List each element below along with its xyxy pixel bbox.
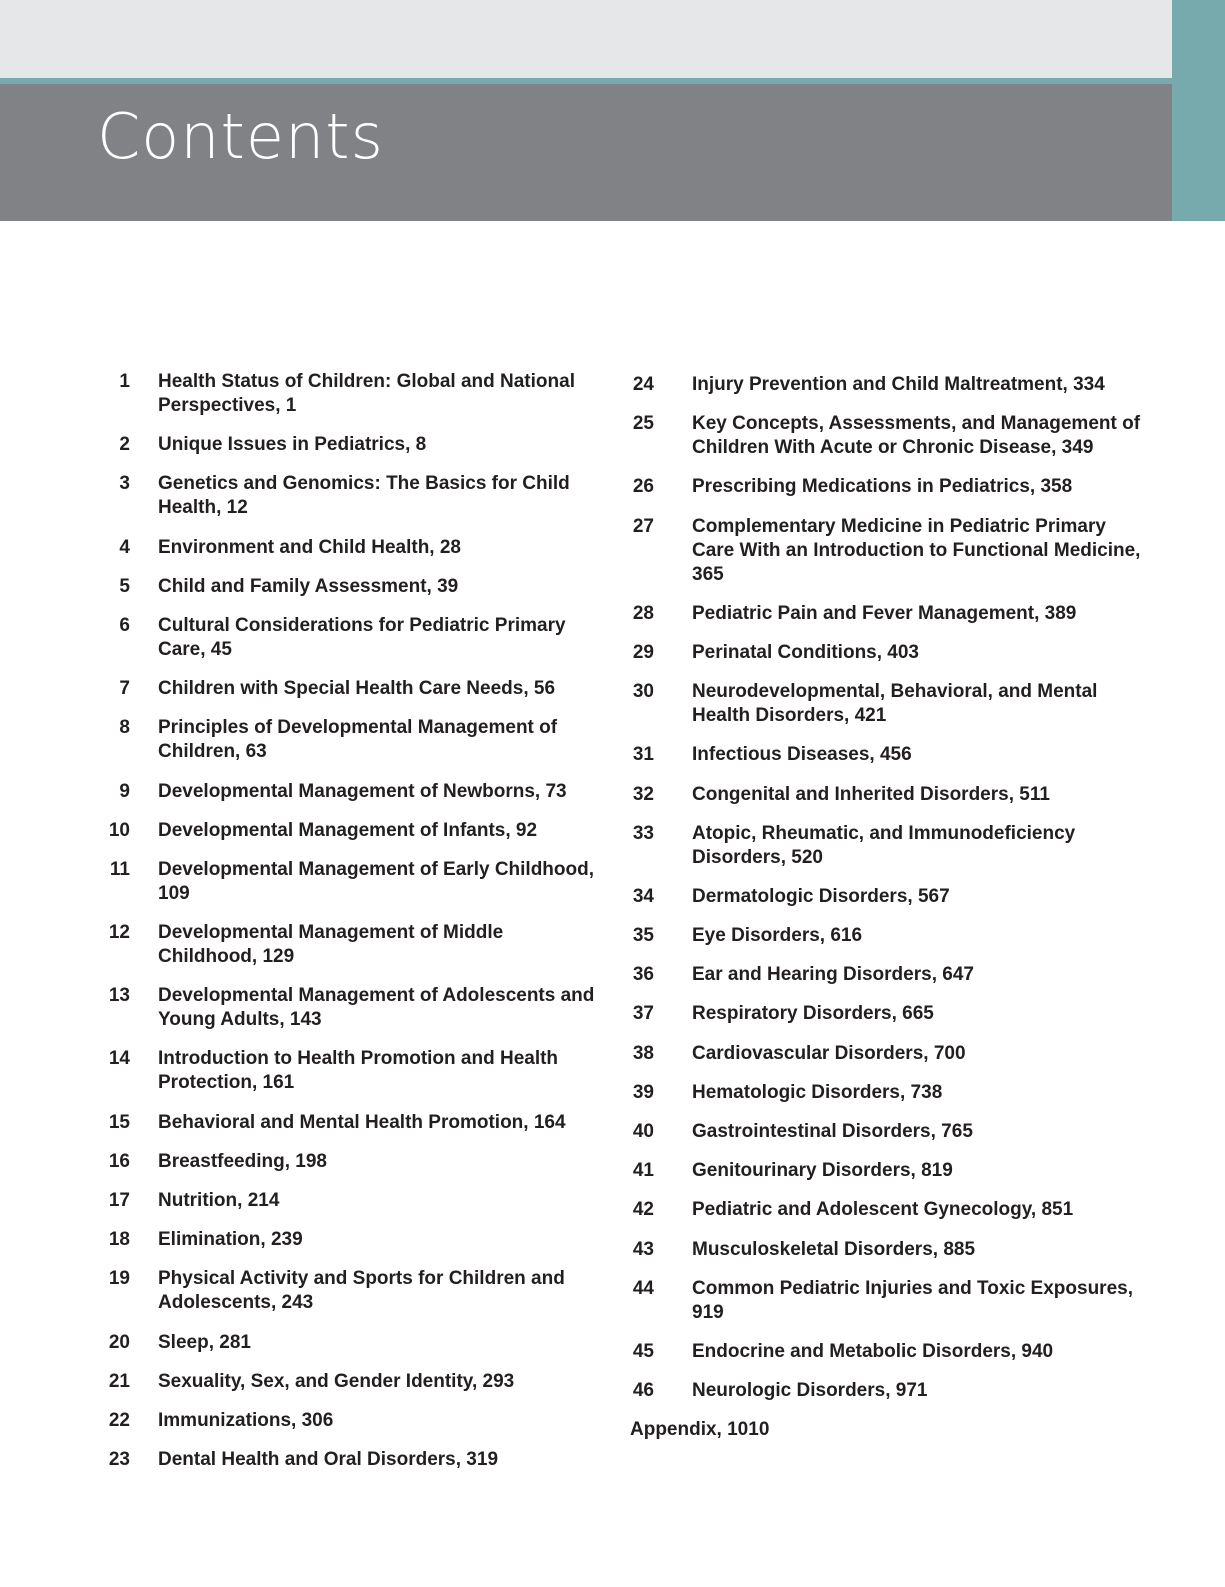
toc-entry[interactable] <box>90 575 600 599</box>
chapter-title: Sleep, 281 <box>158 1331 251 1353</box>
chapter-number: 23 <box>108 1449 130 1471</box>
chapter-title: Principles of Developmental Management of Children, 63 <box>158 717 558 763</box>
chapter-number: 43 <box>632 1238 654 1260</box>
chapter-title: Complementary Medicine in Pediatric Primary Care With an Introduction to Functional Medicine, 365 <box>692 515 1141 585</box>
chapter-title: Breastfeeding, 198 <box>158 1150 327 1172</box>
chapter-title: Neurodevelopmental, Behavioral, and Mental Health Disorders, 421 <box>692 681 1098 727</box>
chapter-title: Introduction to Health Promotion and Health Protection, 161 <box>158 1048 559 1094</box>
toc-entry[interactable] <box>626 680 1146 728</box>
chapter-title: Developmental Management of Adolescents and Young Adults, 143 <box>158 985 595 1031</box>
chapter-number: 24 <box>632 374 654 395</box>
toc-entry[interactable] <box>626 412 1146 460</box>
chapter-title: Congenital and Inherited Disorders, 511 <box>692 783 1050 805</box>
chapter-number: 32 <box>632 783 654 805</box>
toc-entry[interactable] <box>626 1277 1146 1325</box>
chapter-title: Pediatric Pain and Fever Management, 389 <box>692 602 1077 624</box>
chapter-number: 38 <box>632 1042 654 1064</box>
chapter-title: Common Pediatric Injuries and Toxic Exposures, 919 <box>692 1277 1133 1323</box>
toc-entry[interactable] <box>626 1120 1146 1144</box>
chapter-title: Developmental Management of Infants, 92 <box>158 819 538 841</box>
header-top-band <box>0 0 1172 78</box>
toc-right-column <box>626 373 1146 1442</box>
chapter-title: Genitourinary Disorders, 819 <box>692 1160 953 1182</box>
toc-entry[interactable] <box>90 780 600 804</box>
chapter-number: 15 <box>108 1111 130 1133</box>
toc-entry[interactable] <box>626 1340 1146 1364</box>
chapter-number: 14 <box>108 1048 130 1070</box>
toc-entry[interactable] <box>90 1331 600 1355</box>
chapter-number: 27 <box>632 515 654 537</box>
chapter-number: 1 <box>119 371 130 392</box>
chapter-title: Neurologic Disorders, 971 <box>692 1380 928 1402</box>
toc-entry[interactable] <box>90 677 600 701</box>
chapter-title: Environment and Child Health, 28 <box>158 536 461 558</box>
toc-entry[interactable] <box>90 716 600 764</box>
chapter-title: Nutrition, 214 <box>158 1190 280 1211</box>
chapter-title: Musculoskeletal Disorders, 885 <box>692 1238 976 1260</box>
chapter-title: Prescribing Medications in Pediatrics, 358 <box>692 476 1073 498</box>
chapter-number: 10 <box>108 819 130 841</box>
chapter-number: 45 <box>632 1340 654 1362</box>
chapter-number: 39 <box>632 1081 654 1103</box>
chapter-number: 41 <box>632 1160 654 1182</box>
chapter-number: 37 <box>632 1003 654 1025</box>
chapter-title: Respiratory Disorders, 665 <box>692 1003 934 1025</box>
toc-entry[interactable] <box>626 515 1146 587</box>
toc-entry[interactable] <box>626 1042 1146 1066</box>
toc-entry[interactable] <box>626 885 1146 909</box>
chapter-number: 34 <box>632 885 654 907</box>
chapter-number: 7 <box>119 678 130 700</box>
chapter-number: 33 <box>632 822 654 844</box>
toc-entry[interactable] <box>90 1370 600 1394</box>
chapter-number: 20 <box>108 1331 130 1353</box>
chapter-number: 30 <box>632 681 654 703</box>
chapter-title: Key Concepts, Assessments, and Management of Children With Acute or Chronic Disease, 349 <box>692 413 1141 459</box>
chapter-number: 17 <box>108 1190 130 1211</box>
chapter-title: Physical Activity and Sports for Children and Adolescents, 243 <box>158 1268 565 1314</box>
chapter-number: 46 <box>632 1380 654 1402</box>
chapter-title: Cardiovascular Disorders, 700 <box>692 1042 966 1064</box>
chapter-number: 31 <box>632 744 654 766</box>
chapter-title: Endocrine and Metabolic Disorders, 940 <box>692 1340 1054 1362</box>
chapter-title: Genetics and Genomics: The Basics for Child Health, 12 <box>158 473 570 519</box>
chapter-number: 12 <box>108 922 130 944</box>
toc-left-column <box>90 370 600 1487</box>
toc-entry[interactable] <box>90 858 600 906</box>
toc-entry[interactable] <box>90 433 600 457</box>
chapter-title: Eye Disorders, 616 <box>692 925 863 947</box>
chapter-number: 36 <box>632 964 654 986</box>
chapter-title: Dermatologic Disorders, 567 <box>692 885 950 907</box>
chapter-title: Infectious Diseases, 456 <box>692 744 912 766</box>
chapter-number: 21 <box>108 1370 130 1392</box>
chapter-title: Sexuality, Sex, and Gender Identity, 293 <box>158 1370 515 1392</box>
chapter-title: Ear and Hearing Disorders, 647 <box>692 964 974 986</box>
chapter-title: Developmental Management of Newborns, 73 <box>158 780 567 802</box>
chapter-title: Behavioral and Mental Health Promotion, 164 <box>158 1111 566 1133</box>
page-title: Contents <box>97 100 384 173</box>
toc-entry[interactable] <box>90 1111 600 1135</box>
chapter-number: 44 <box>632 1277 654 1299</box>
chapter-number: 25 <box>632 413 654 435</box>
page-edge-tab <box>1172 0 1225 221</box>
chapter-title: Perinatal Conditions, 403 <box>692 641 919 663</box>
chapter-number: 3 <box>119 473 130 495</box>
toc-entry[interactable] <box>90 1409 600 1433</box>
toc-entry[interactable] <box>626 783 1146 807</box>
chapter-number: 16 <box>108 1150 130 1172</box>
toc-entry[interactable] <box>90 370 600 418</box>
toc-entry[interactable] <box>90 921 600 969</box>
chapter-number: 18 <box>108 1229 130 1251</box>
chapter-title: Immunizations, 306 <box>158 1409 334 1431</box>
chapter-number: 4 <box>119 536 130 558</box>
toc-entry[interactable] <box>90 984 600 1032</box>
chapter-title: Cultural Considerations for Pediatric Primary Care, 45 <box>158 614 566 660</box>
chapter-number: 6 <box>119 614 130 636</box>
toc-entry[interactable] <box>90 819 600 843</box>
chapter-number: 9 <box>119 780 130 802</box>
toc-entry[interactable] <box>626 602 1146 626</box>
toc-entry[interactable] <box>626 1238 1146 1262</box>
chapter-number: 28 <box>632 602 654 624</box>
chapter-number: 5 <box>119 575 130 597</box>
toc-entry[interactable] <box>90 536 600 560</box>
toc-entry[interactable] <box>626 743 1146 767</box>
chapter-title: Developmental Management of Early Childhood, 109 <box>158 858 595 904</box>
toc-entry[interactable] <box>90 614 600 662</box>
toc-entry[interactable] <box>626 963 1146 987</box>
chapter-number: 8 <box>119 717 130 739</box>
chapter-title: Atopic, Rheumatic, and Immunodeficiency Disorders, 520 <box>692 822 1076 868</box>
chapter-number: 22 <box>108 1409 130 1431</box>
chapter-title: Elimination, 239 <box>158 1229 303 1251</box>
chapter-number: 35 <box>632 925 654 947</box>
chapter-title: Child and Family Assessment, 39 <box>158 575 459 597</box>
toc-entry[interactable] <box>626 1081 1146 1105</box>
toc-entry[interactable] <box>90 472 600 520</box>
chapter-title: Hematologic Disorders, 738 <box>692 1081 943 1103</box>
toc-entry[interactable] <box>626 1002 1146 1026</box>
chapter-title: Unique Issues in Pediatrics, 8 <box>158 434 427 456</box>
chapter-number: 11 <box>109 858 130 880</box>
toc-entry[interactable] <box>90 1189 600 1213</box>
toc-entry[interactable] <box>626 1379 1146 1403</box>
toc-entry[interactable] <box>626 924 1146 948</box>
chapter-number: 2 <box>119 434 130 456</box>
chapter-title: Injury Prevention and Child Maltreatment, 334 <box>692 374 1105 395</box>
toc-entry[interactable] <box>90 1448 600 1472</box>
toc-entry[interactable] <box>626 1159 1146 1183</box>
chapter-title: Gastrointestinal Disorders, 765 <box>692 1121 973 1142</box>
chapter-title: Dental Health and Oral Disorders, 319 <box>158 1449 499 1471</box>
chapter-number: 19 <box>108 1268 130 1290</box>
chapter-number: 42 <box>632 1199 654 1221</box>
chapter-number: 40 <box>632 1121 654 1142</box>
chapter-number: 13 <box>108 985 130 1007</box>
chapter-number: 26 <box>632 476 654 498</box>
toc-entry[interactable] <box>90 1228 600 1252</box>
toc-entry[interactable] <box>90 1267 600 1315</box>
chapter-title: Developmental Management of Middle Childhood, 129 <box>158 922 504 968</box>
toc-entry[interactable] <box>626 373 1146 397</box>
toc-entry[interactable] <box>626 641 1146 665</box>
chapter-title: Health Status of Children: Global and National Perspectives, 1 <box>158 371 575 416</box>
chapter-number: 29 <box>632 641 654 663</box>
toc-entry[interactable] <box>90 1150 600 1174</box>
toc-entry[interactable] <box>626 822 1146 870</box>
toc-entry[interactable] <box>90 1047 600 1095</box>
chapter-title: Pediatric and Adolescent Gynecology, 851 <box>692 1199 1074 1221</box>
toc-entry[interactable] <box>626 1198 1146 1222</box>
chapter-title: Children with Special Health Care Needs, 56 <box>158 678 556 700</box>
toc-entry[interactable] <box>626 475 1146 499</box>
toc-appendix[interactable]: Appendix, 1010 <box>630 1419 770 1441</box>
